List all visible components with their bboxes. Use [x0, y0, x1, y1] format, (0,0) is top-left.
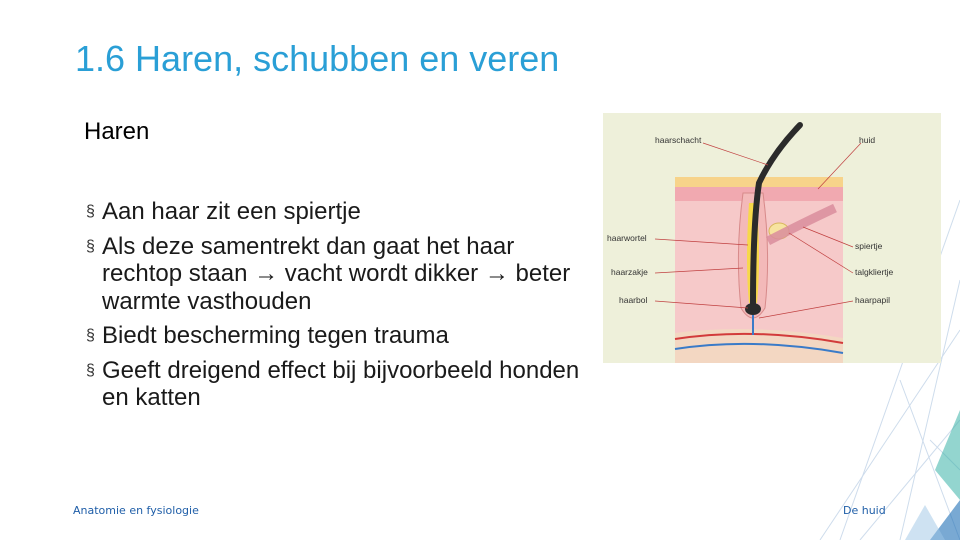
slide-subtitle: Haren: [84, 118, 150, 145]
hair-follicle-drawing: [603, 113, 941, 363]
label-huid: huid: [859, 135, 876, 145]
label-spiertje: spiertje: [855, 241, 883, 251]
bullet-item: § Als deze samentrekt dan gaat het haar rechtop staan → vacht wordt dikker → beter warmte vasthouden: [86, 233, 586, 316]
label-haarschacht: haarschacht: [655, 135, 702, 145]
hair-follicle-illustration: [603, 113, 941, 363]
bullet-item: § Biedt bescherming tegen trauma: [86, 322, 586, 350]
footer-course-name: Anatomie en fysiologie: [73, 504, 199, 517]
bullet-list: [86, 198, 586, 419]
label-talgkliertje: talgkliertje: [855, 267, 894, 277]
bullet-item: § Aan haar zit een spiertje: [86, 198, 586, 226]
slide-title: 1.6 Haren, schubben en veren: [75, 38, 560, 79]
label-haarwortel: haarwortel: [607, 233, 647, 243]
label-haarzakje: haarzakje: [611, 267, 648, 277]
bullet-item: § Geeft dreigend effect bij bijvoorbeeld honden en katten: [86, 357, 586, 412]
footer-chapter-name: De huid: [843, 504, 886, 517]
hair-bulb: [745, 303, 761, 315]
label-haarpapil: haarpapil: [855, 295, 890, 305]
label-haarbol: haarbol: [619, 295, 648, 305]
